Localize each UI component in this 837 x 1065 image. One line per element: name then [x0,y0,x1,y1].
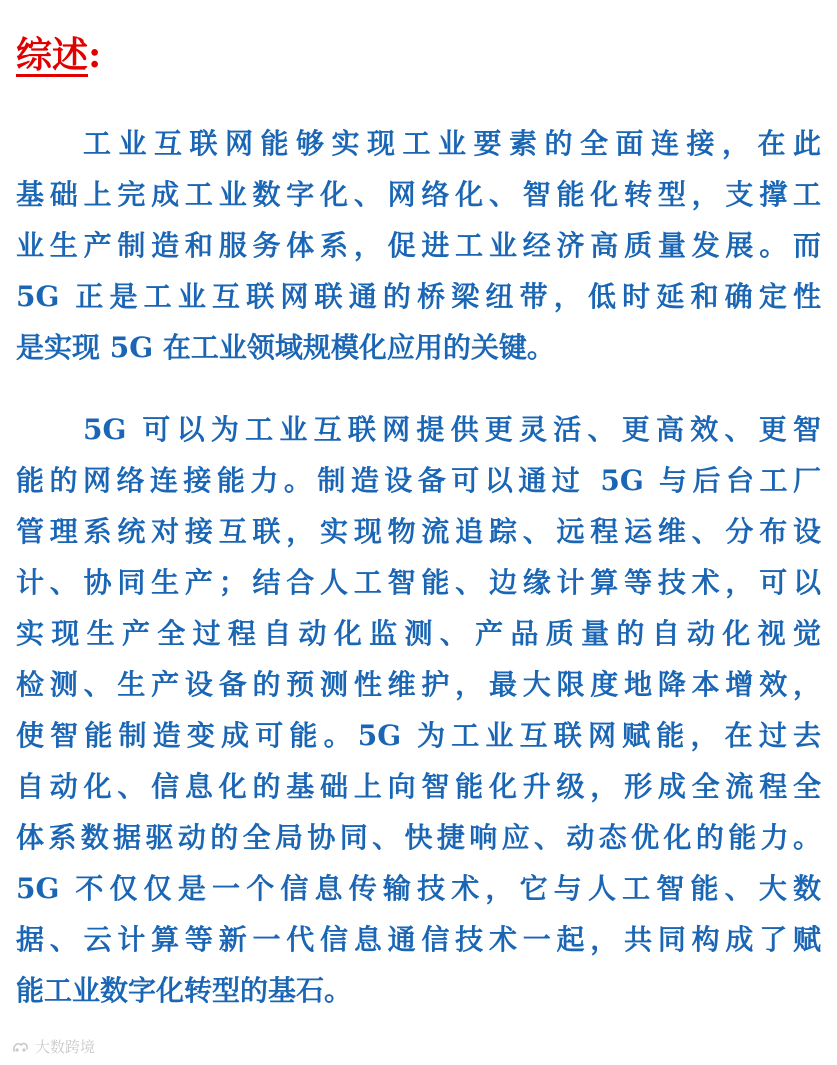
watermark-text: 大数跨境 [35,1039,96,1056]
paragraph-1 [16,118,821,373]
watermark [12,1036,95,1057]
section-heading-colon: : [88,34,102,76]
paragraph-2-line-6: 检测、生产设备的预测性维护，最大限度地降本增效， [16,668,821,701]
paragraph-2-line-3: 管理系统对接互联，实现物流追踪、远程运维、分布设 [16,515,821,548]
paragraph-1-line-1: 工业互联网能够实现工业要素的全面连接，在此 [83,127,821,160]
paragraph-2-line-10: 5G 不仅仅是一个信息传输技术，它与人工智能、大数 [16,872,821,905]
paragraph-1-line-5: 是实现 5G 在工业领域规模化应用的关键。 [16,331,555,364]
section-heading-word: 综述 [16,34,89,76]
paragraph-2-line-5: 实现生产全过程自动化监测、产品质量的自动化视觉 [16,617,821,650]
paragraph-2-line-12: 能工业数字化转型的基石。 [16,974,353,1007]
paragraph-1-line-3: 业生产制造和服务体系，促进工业经济高质量发展。而 [16,229,821,262]
paragraph-1-line-2: 基础上完成工业数字化、网络化、智能化转型，支撑工 [16,178,821,211]
watermark-logo-icon [12,1040,30,1054]
paragraph-2-line-7: 使智能制造变成可能。5G 为工业互联网赋能，在过去 [16,719,821,752]
paragraph-2-line-4: 计、协同生产；结合人工智能、边缘计算等技术，可以 [16,566,821,599]
paragraph-2-line-1: 5G 可以为工业互联网提供更灵活、更高效、更智 [83,413,821,446]
paragraph-2-line-9: 体系数据驱动的全局协同、快捷响应、动态优化的能力。 [16,821,821,854]
paragraph-2 [16,404,821,1016]
paragraph-2-line-2: 能的网络连接能力。制造设备可以通过 5G 与后台工厂 [16,464,821,497]
section-heading [16,30,101,80]
paragraph-2-line-11: 据、云计算等新一代信息通信技术一起，共同构成了赋 [16,923,821,956]
paragraph-2-line-8: 自动化、信息化的基础上向智能化升级，形成全流程全 [16,770,821,803]
paragraph-1-line-4: 5G 正是工业互联网联通的桥梁纽带，低时延和确定性 [16,280,821,313]
